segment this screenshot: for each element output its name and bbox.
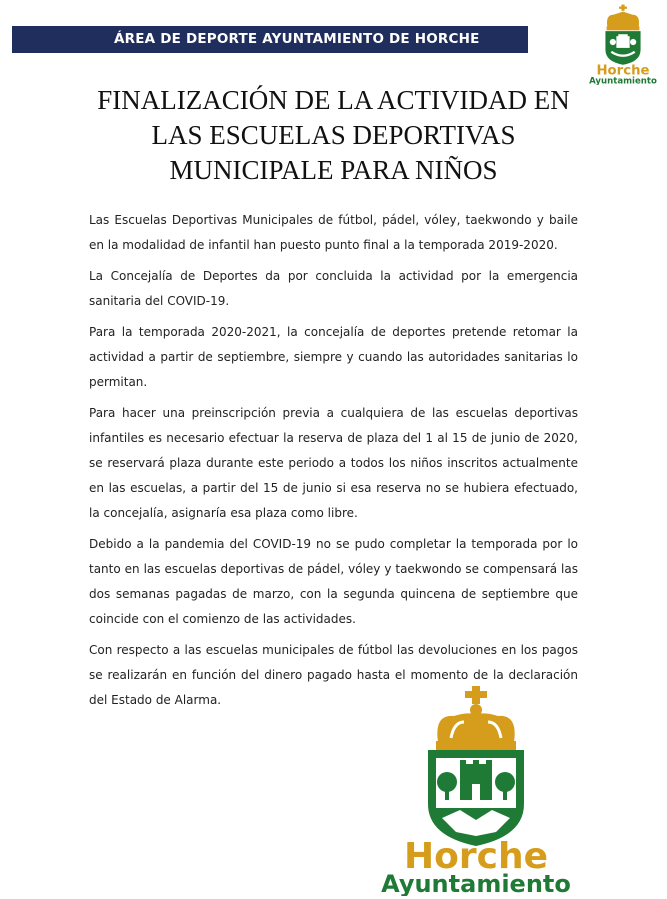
header-label: ÁREA DE DEPORTE AYUNTAMIENTO DE HORCHE <box>114 31 480 47</box>
svg-text:Horche: Horche <box>596 63 650 79</box>
svg-text:Ayuntamiento: Ayuntamiento <box>381 870 571 896</box>
paragraph: Con respecto a las escuelas municipales de fútbol las devoluciones en los pagos se realizarán en función del dinero pagado hasta el momento de la declaración del Estado de Alarma. <box>89 643 578 707</box>
paragraph: Debido a la pandemia del COVID-19 no se pudo completar la temporada por lo tanto en las escuelas deportivas de pádel, vóley y taekwondo se compensará las dos semanas pagadas de marzo, con la segunda quincena de septiembre que coincide con el comienzo de las actividades. <box>89 537 578 626</box>
svg-text:Ayuntamiento: Ayuntamiento <box>589 76 657 85</box>
title-line-1: FINALIZACIÓN DE LA ACTIVIDAD EN <box>97 85 570 115</box>
paragraph: La Concejalía de Deportes da por concluida la actividad por la emergencia sanitaria del COVID-19. <box>89 269 578 308</box>
crown-icon <box>607 5 640 31</box>
paragraph: Para hacer una preinscripción previa a cualquiera de las escuelas deportivas infantiles es necesario efectuar la reserva de plaza del 1 al 15 de junio de 2020, se reservará plaza durante este periodo a todos los niños inscritos actualmente en las escuelas, a partir del 15 de junio si esa reserva no se hubiera efectuado, la concejalía, asignaría esa plaza como libre. <box>89 406 578 520</box>
shield-icon <box>605 31 640 65</box>
shield-icon <box>428 750 524 846</box>
header-bar <box>12 26 528 53</box>
horche-logo-small <box>583 3 663 85</box>
title-line-3: MUNICIPALE PARA NIÑOS <box>169 155 498 185</box>
page-title <box>0 83 667 188</box>
article-body <box>89 208 578 719</box>
svg-text:Horche: Horche <box>404 836 548 877</box>
paragraph: Para la temporada 2020-2021, la concejalía de deportes pretende retomar la actividad a partir de septiembre, siempre y cuando las autoridades sanitarias lo permitan. <box>89 325 578 389</box>
paragraph: Las Escuelas Deportivas Municipales de fútbol, pádel, vóley, taekwondo y baile en la modalidad de infantil han puesto punto final a la temporada 2019-2020. <box>89 213 578 252</box>
castle-icon <box>460 760 492 800</box>
title-line-2: LAS ESCUELAS DEPORTIVAS <box>151 120 516 150</box>
horche-logo-large <box>376 686 576 896</box>
crown-icon <box>436 686 516 750</box>
